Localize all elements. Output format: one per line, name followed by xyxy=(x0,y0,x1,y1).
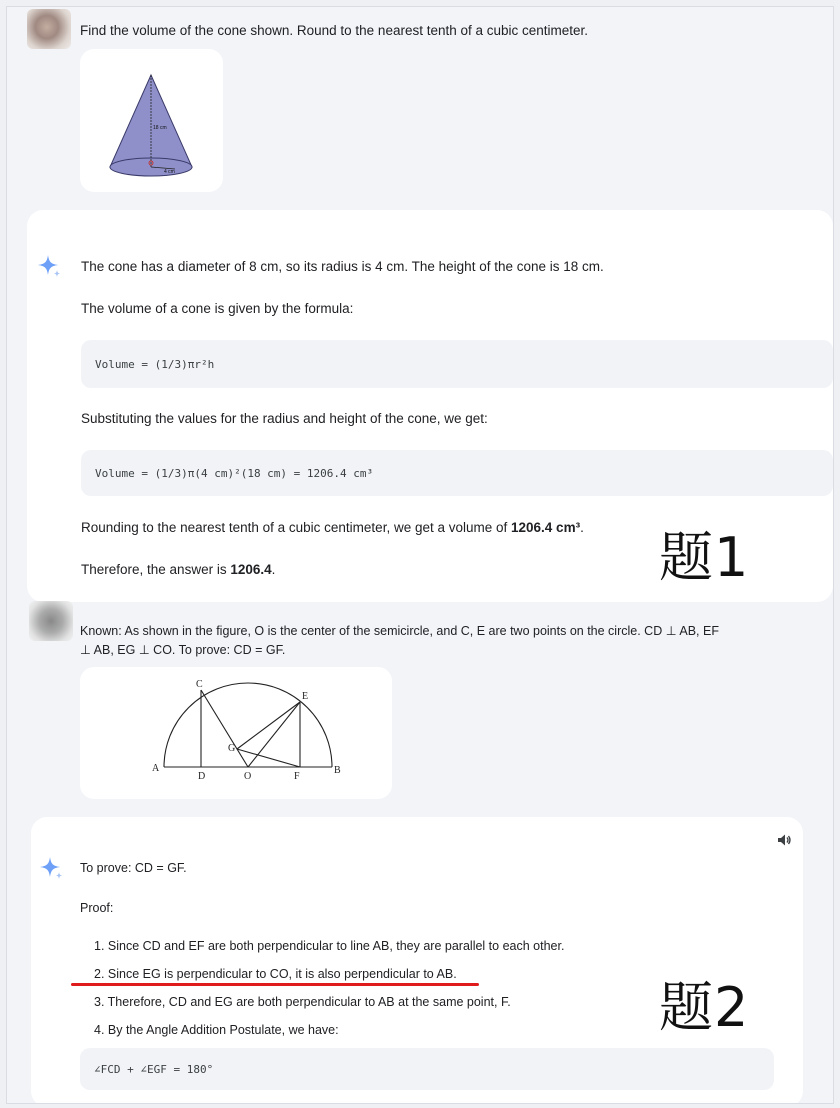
proof-step-3: 3. Therefore, CD and EG are both perpendicular to AB at the same point, F. xyxy=(94,995,511,1009)
question-1-tag: 题1 xyxy=(659,526,750,589)
answer-1-line-4: Rounding to the nearest tenth of a cubic centimeter, we get a volume of 1206.4 cm³. xyxy=(81,520,584,535)
proof-step-1: 1. Since CD and EF are both perpendicular to line AB, they are parallel to each other. xyxy=(94,939,565,953)
question-2-text-line-2: ⊥ AB, EG ⊥ CO. To prove: CD = GF. xyxy=(80,643,286,657)
chat-window xyxy=(6,6,834,1104)
sparkle-icon xyxy=(37,253,63,279)
user-avatar xyxy=(27,9,71,49)
angle-code-text: ∠FCD + ∠EGF = 180° xyxy=(94,1062,214,1076)
question-1-text: Find the volume of the cone shown. Round to the nearest tenth of a cubic centimeter. xyxy=(80,23,589,38)
formula-code-text: Volume = (1/3)πr²h xyxy=(95,357,215,371)
red-underline xyxy=(71,983,479,986)
substitution-code-block xyxy=(81,450,833,496)
user-avatar xyxy=(29,601,73,641)
semicircle-image[interactable] xyxy=(80,667,392,799)
label-g: G xyxy=(228,743,236,754)
answer-1-line-2: The volume of a cone is given by the formula: xyxy=(81,301,354,316)
answer-1-line-3: Substituting the values for the radius and height of the cone, we get: xyxy=(81,411,488,426)
proof-step-2: 2. Since EG is perpendicular to CO, it is also perpendicular to AB. xyxy=(94,967,457,981)
question-2-text-line-1: Known: As shown in the figure, O is the center of the semicircle, and C, E are two points on the circle. CD ⊥ AB, EF xyxy=(80,624,719,638)
label-a: A xyxy=(152,763,160,774)
label-d: D xyxy=(198,771,206,782)
answer-1-line-1: The cone has a diameter of 8 cm, so its radius is 4 cm. The height of the cone is 18 cm. xyxy=(81,259,604,274)
label-b: B xyxy=(334,765,341,776)
cone-radius-label: 4 cm xyxy=(164,169,175,175)
answer-2-line-1: To prove: CD = GF. xyxy=(80,861,187,875)
angle-code-block xyxy=(80,1048,774,1090)
label-e: E xyxy=(302,691,309,702)
semicircle-figure xyxy=(80,667,392,799)
label-o: O xyxy=(244,771,252,782)
label-c: C xyxy=(196,679,203,690)
substitution-code-text: Volume = (1/3)π(4 cm)²(18 cm) = 1206.4 cm³ xyxy=(95,466,374,480)
proof-step-4: 4. By the Angle Addition Postulate, we have: xyxy=(94,1023,339,1037)
cone-height-label: 18 cm xyxy=(153,125,167,131)
formula-code-block xyxy=(81,340,833,388)
cone-figure xyxy=(80,49,223,192)
question-2-tag: 题2 xyxy=(659,976,750,1039)
speaker-icon[interactable] xyxy=(775,831,793,849)
cone-image[interactable] xyxy=(80,49,223,192)
answer-1-line-5: Therefore, the answer is 1206.4. xyxy=(81,562,276,577)
label-f: F xyxy=(294,771,300,782)
sparkle-icon xyxy=(39,855,65,881)
proof-label: Proof: xyxy=(80,901,114,915)
